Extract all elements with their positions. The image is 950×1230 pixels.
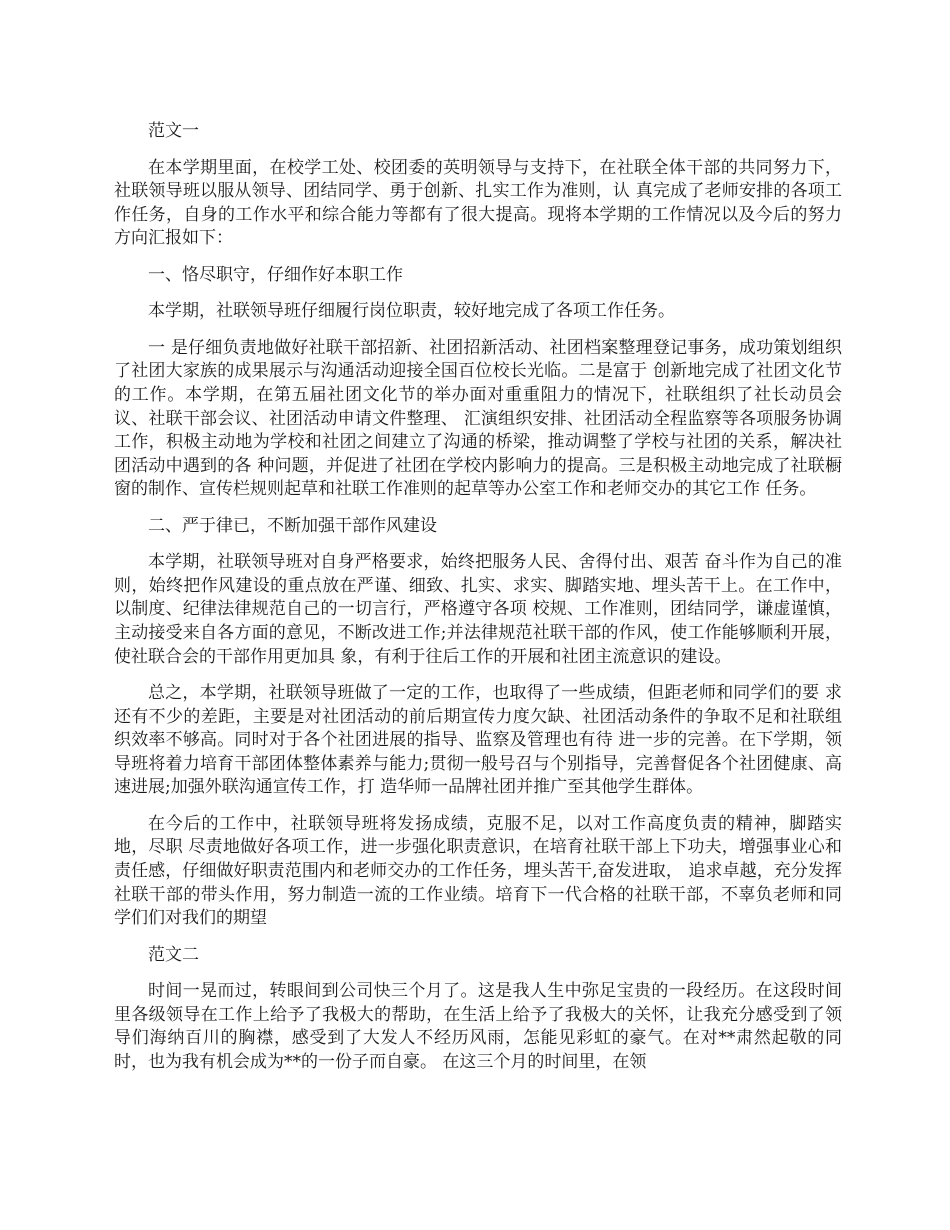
- body-paragraph: 本学期，社联领导班对自身严格要求，始终把服务人民、舍得付出、艰苦 奋斗作为自己的准则，始终把作风建设的重点放在严谨、细致、扎实、求实、脚踏实地、埋头苦干上。在工作中，以制度、纪律法律规范自己的一切言行，严格遵守各项 校规、工作准则，团结同学，谦虚谨慎，主动接受来自各方面的意见，不断改进工作;并法律规范社联干部的作风，使工作能够顺利开展，使社联合会的干部作用更加具 象，有利于往后工作的开展和社团主流意识的建设。: [114, 552, 842, 667]
- section-heading-fanwen-1: 范文一: [148, 121, 199, 141]
- document-page: [114, 120, 842, 1087]
- body-paragraph: 一 是仔细负责地做好社联干部招新、社团招新活动、社团档案整理登记事务，成功策划组织了社团大家族的成果展示与沟通活动迎接全国百位校长光临。二是富于 创新地完成了社团文化节的工作。本学期，在第五届社团文化节的举办面对重重阻力的情况下，社联组织了社长动员会议、社联干部会议、社团活动申请文件整理、 汇演组织安排、社团活动全程监察等各项服务协调工作，积极主动地为学校和社团之间建立了沟通的桥梁，推动调整了学校与社团的关系，解决社团活动中遇到的各 种问题，并促进了社团在学校内影响力的提高。三是积极主动地完成了社联橱窗的制作、宣传栏规则起草和社联工作准则的起草等办公室工作和老师交办的其它工作 任务。: [114, 337, 842, 500]
- intro-paragraph: 在本学期里面，在校学工处、校团委的英明领导与支持下，在社联全体干部的共同努力下，社联领导班以服从领导、团结同学、勇于创新、扎实工作为准则，认 真完成了老师安排的各项工作任务，自身的工作水平和综合能力等都有了很大提高。现将本学期的工作情况以及今后的努力方向汇报如下：: [114, 157, 842, 249]
- section-heading-fanwen-2: 范文二: [148, 944, 199, 965]
- body-paragraph: 总之，本学期，社联领导班做了一定的工作，也取得了一些成绩，但距老师和同学们的要 求还有不少的差距，主要是对社团活动的前后期宣传力度欠缺、社团活动条件的争取不足和社联组织效率不够高。同时对于各个社团进展的指导、监察及管理也有待 进一步的完善。在下学期，领导班将着力培育干部团体整体素养与能力;贯彻一般号召与个别指导，完善督促各个社团健康、高速进展;加强外联沟通宣传工作，打 造华师一品牌社团并推广至其他学生群体。: [114, 683, 842, 798]
- body-paragraph: 时间一晃而过，转眼间到公司快三个月了。这是我人生中弥足宝贵的一段经历。在这段时间里各级领导在工作上给予了我极大的帮助，在生活上给予了我极大的关怀，让我充分感受到了领导们海纳百川的胸襟，感受到了大发人不经历风雨，怎能见彩虹的豪气。在对**肃然起敬的同时，也为我有机会成为**的一份子而自豪。 在这三个月的时间里，在领: [114, 981, 842, 1072]
- subheading-1: 一、恪尽职守，仔细作好本职工作: [148, 264, 403, 285]
- subheading-2: 二、严于律已，不断加强干部作风建设: [148, 515, 437, 536]
- body-paragraph: 在今后的工作中，社联领导班将发扬成绩，克服不足，以对工作高度负责的精神，脚踏实地，尽职 尽责地做好各项工作，进一步强化职责意识，在培育社联干部上下功夫，增强事业心和责任感，仔细做好职责范围内和老师交办的工作任务，埋头苦干,奋发进取， 追求卓越，充分发挥社联干部的带头作用，努力制造一流的工作业绩。培育下一代合格的社联干部，不辜负老师和同学们们对我们的期望: [114, 813, 842, 929]
- body-paragraph: 本学期，社联领导班仔细履行岗位职责，较好地完成了各项工作任务。: [148, 301, 675, 322]
